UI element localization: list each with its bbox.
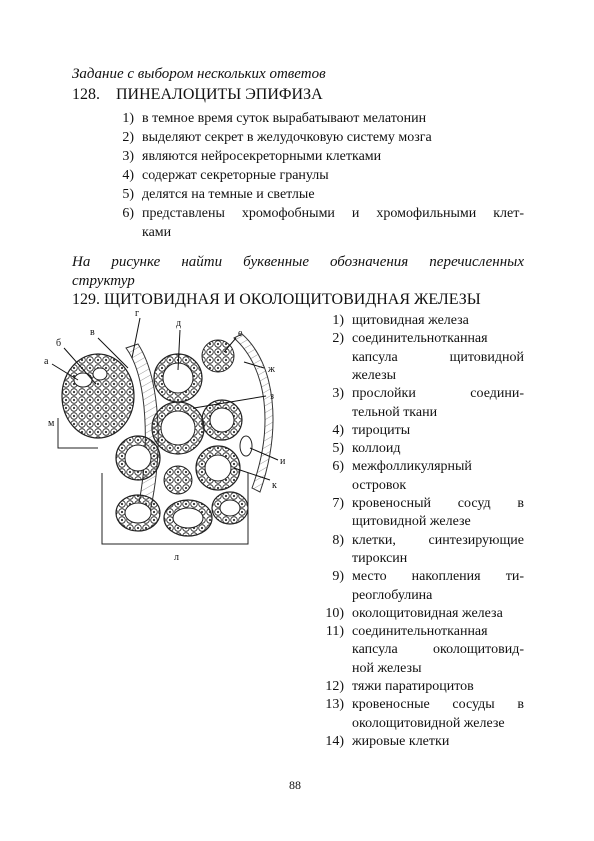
label-v: в [90, 327, 95, 338]
option-number: 10) [325, 605, 344, 621]
option-number: 5) [332, 441, 344, 457]
q128-title: ПИНЕАЛОЦИТЫ ЭПИФИЗА [116, 86, 323, 103]
option-text: околощитовидная железа [352, 605, 503, 621]
option-text: кровеносный сосуд в [352, 496, 524, 511]
instruction-line-1: На рисунке найти буквенные обозначения перечисленных [72, 254, 524, 270]
option-number: 3) [122, 149, 134, 164]
option-number: 4) [122, 168, 134, 183]
option-number: 6) [332, 459, 344, 475]
option-number: 4) [332, 422, 344, 438]
option-text: ками [142, 225, 172, 240]
option-text: соединительнотканная [352, 624, 488, 640]
option-number: 14) [325, 733, 344, 749]
option-number: 11) [325, 624, 344, 640]
label-l: л [174, 552, 179, 563]
blood-vessel [240, 436, 252, 456]
option-number: 9) [332, 569, 344, 585]
option-text: реоглобулина [352, 587, 433, 603]
option-text: представлены хромофобными и хромофильными клет- [142, 206, 524, 221]
option-number: 8) [332, 532, 344, 548]
option-text: тироциты [352, 422, 411, 438]
option-number: 5) [122, 187, 134, 202]
option-number: 7) [332, 496, 344, 511]
q128-number: 128. [72, 86, 100, 103]
option-number: 1) [332, 313, 344, 328]
option-number: 13) [325, 697, 344, 713]
thyroid-histology-figure [38, 308, 308, 570]
label-d: д [176, 318, 182, 329]
option-text: коллоид [352, 441, 401, 457]
label-zh: ж [268, 364, 275, 375]
parathyroid-gland [62, 354, 134, 438]
option-text: островок [352, 477, 407, 493]
task-heading: Задание с выбором нескольких ответов [72, 66, 326, 82]
option-number: 6) [122, 206, 134, 221]
q129-title: ЩИТОВИДНАЯ И ОКОЛОЩИТОВИДНАЯ ЖЕЛЕЗЫ [104, 291, 481, 308]
option-number: 2) [332, 331, 344, 347]
option-text: жировые клетки [352, 733, 450, 749]
label-m: м [48, 418, 55, 429]
label-a: а [44, 356, 49, 367]
option-text: околощитовидной железе [352, 715, 505, 731]
option-text: тельной ткани [352, 404, 438, 420]
label-k: к [272, 480, 277, 491]
option-text: капсула околощитовид- [352, 642, 524, 658]
option-text: выделяют секрет в желудочковую систему мозга [142, 130, 432, 145]
option-text: в темное время суток вырабатывают мелатонин [142, 111, 427, 126]
option-number: 3) [332, 386, 344, 402]
option-number: 2) [122, 130, 134, 145]
label-z: з [270, 391, 274, 402]
label-e: е [238, 328, 243, 339]
option-text: содержат секреторные гранулы [142, 168, 329, 183]
label-b: б [56, 338, 62, 349]
option-text: железы [352, 367, 397, 383]
thyroid-follicles [116, 340, 248, 536]
label-g: г [135, 308, 140, 319]
option-text: являются нейросекреторными клетками [142, 149, 382, 164]
option-text: межфолликулярный [352, 459, 472, 475]
option-text: тяжи паратироцитов [352, 679, 474, 694]
option-number: 1) [122, 111, 134, 126]
option-text: кровеносные сосуды в [352, 697, 524, 713]
option-text: делятся на темные и светлые [142, 187, 315, 202]
option-text: щитовидной железе [352, 514, 471, 530]
option-text: щитовидная железа [352, 313, 469, 328]
instruction-line-2: структур [72, 273, 135, 289]
option-text: тироксин [352, 550, 408, 566]
option-text: капсула щитовидной [352, 349, 524, 365]
option-text: клетки, синтезирующие [352, 532, 524, 548]
option-text: соединительнотканная [352, 331, 488, 347]
option-number: 12) [325, 679, 344, 694]
q129-number: 129. [72, 291, 100, 308]
option-text: ной железы [352, 660, 422, 676]
option-text: прослойки соедини- [352, 386, 524, 402]
label-i: и [280, 456, 286, 467]
page-number: 88 [289, 778, 301, 792]
option-text: место накопления ти- [352, 569, 524, 585]
